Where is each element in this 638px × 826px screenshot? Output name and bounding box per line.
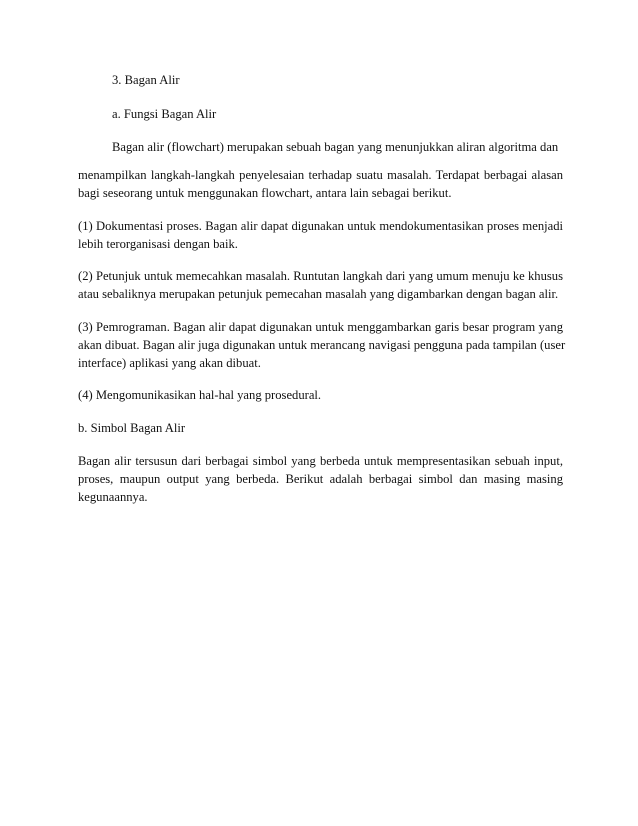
list-item-3-line-3: interface) aplikasi yang akan dibuat. [78,356,261,370]
symbols-paragraph-line-2: proses, maupun output yang berbeda. Berikut adalah berbagai simbol dan masing masing [78,472,563,486]
list-item-4-line-1: (4) Mengomunikasikan hal-hal yang prosedural. [78,388,322,402]
list-item-1-line-2: lebih terorganisasi dengan baik. [78,237,238,251]
list-item-3-line-2: akan dibuat. Bagan alir juga digunakan untuk merancang navigasi pengguna pada tampilan (user [78,338,566,352]
symbols-paragraph-line-3: kegunaannya. [78,490,148,504]
symbols-paragraph-line-1: Bagan alir tersusun dari berbagai simbol yang berbeda untuk mempresentasikan sebuah input, [78,454,563,468]
list-item-2-line-2: atau sebaliknya merupakan petunjuk pemecahan masalah yang digambarkan dengan bagan alir. [78,287,559,301]
list-item-1-line-1: (1) Dokumentasi proses. Bagan alir dapat digunakan untuk mendokumentasikan proses menjadi [78,219,563,233]
intro-paragraph-line-1: Bagan alir (flowchart) merupakan sebuah bagan yang menunjukkan aliran algoritma dan [112,140,559,154]
intro-paragraph-line-2: menampilkan langkah-langkah penyelesaian terhadap suatu masalah. Terdapat berbagai alasan [78,168,563,182]
section-heading: 3. Bagan Alir [112,73,180,87]
subheading-simbol: b. Simbol Bagan Alir [78,421,186,435]
list-item-2-line-1: (2) Petunjuk untuk memecahkan masalah. Runtutan langkah dari yang umum menuju ke khusus [78,269,563,283]
list-item-3-line-1: (3) Pemrograman. Bagan alir dapat digunakan untuk menggambarkan garis besar program yang [78,320,563,334]
intro-paragraph-line-3: bagi seseorang untuk menggunakan flowchart, antara lain sebagai berikut. [78,186,452,200]
subheading-fungsi: a. Fungsi Bagan Alir [112,107,217,121]
